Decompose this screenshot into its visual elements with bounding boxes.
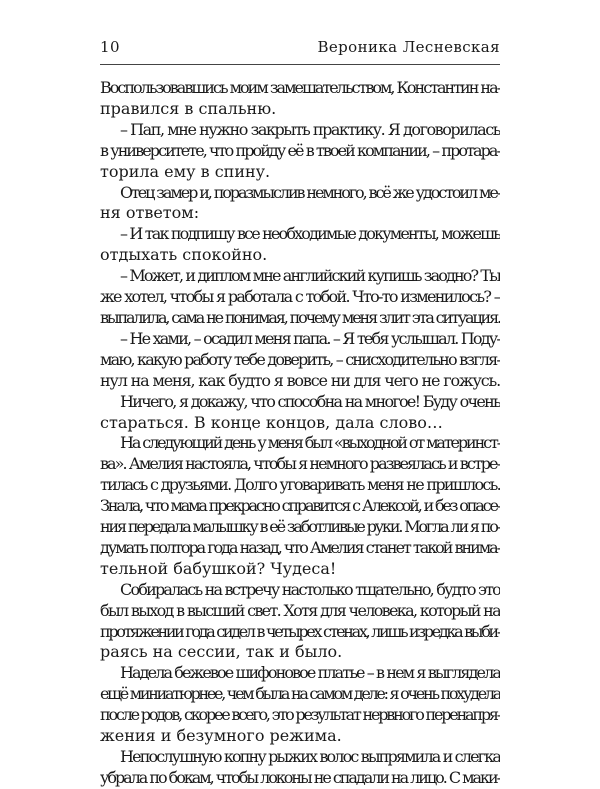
text-line: ния передала малышку в её заботливые руки. Могла ли я по- (100, 517, 500, 537)
body-text (100, 78, 500, 789)
text-line: ва». Амелия настояла, чтобы я немного развеялась и встре- (100, 454, 500, 474)
text-line: тельной бабушкой? Чудеса! (100, 558, 337, 578)
text-line: протяжении года сидел в четырех стенах, лишь изредка выби- (100, 621, 500, 641)
text-line: – Может, и диплом мне английский купишь заодно? Ты (120, 266, 500, 286)
page-header (100, 38, 500, 62)
text-line: – Не хами, – осадил меня папа. – Я тебя услышал. Поду- (120, 328, 500, 348)
text-line: ня ответом: (100, 203, 200, 223)
text-line: Непослушную копну рыжих волос выпрямила и слегка (120, 747, 500, 766)
text-line: Отец замер и, поразмыслив немного, всё же удостоил ме- (120, 182, 500, 202)
text-line: Собиралась на встречу настолько тщательно, будто это (120, 579, 500, 599)
text-line: Ничего, я докажу, что способна на многое! Буду очень (120, 391, 500, 411)
text-line: убрала по бокам, чтобы локоны не спадали на лицо. С маки- (100, 767, 500, 787)
text-line: же хотел, чтобы я работала с тобой. Что-то изменилось? – (100, 287, 500, 307)
text-line: – И так подпишу все необходимые документы, можешь (120, 224, 500, 244)
running-title-author: Вероника Лесневская (317, 38, 500, 56)
text-line: торила ему в спину. (100, 161, 271, 181)
text-line: стараться. В конце концов, дала слово… (100, 412, 443, 432)
text-line: был выход в высший свет. Хотя для человека, который на (100, 600, 500, 620)
text-line: отдыхать спокойно. (100, 245, 268, 265)
text-line: жения и безумного режима. (100, 726, 342, 746)
text-line: тилась с друзьями. Долго уговаривать меня не пришлось. (100, 475, 500, 495)
text-line: ещё миниатюрнее, чем была на самом деле: я очень похудела (100, 684, 500, 704)
text-line: раясь на сессии, так и было. (100, 642, 343, 662)
text-line: Воспользовавшись моим замешательством, Константин на- (100, 78, 500, 97)
text-line: Знала, что мама прекрасно справится с Алексой, и без опасе- (100, 496, 500, 516)
text-line: после родов, скорее всего, это результат нервного перенапря- (100, 705, 500, 725)
text-line: На следующий день у меня был «выходной от материнст- (120, 433, 500, 453)
text-line: думать полтора года назад, что Амелия станет такой внима- (100, 537, 500, 557)
text-line: – Пап, мне нужно закрыть практику. Я договорилась (120, 119, 500, 139)
page-number: 10 (100, 38, 120, 56)
text-line: маю, какую работу тебе доверить, – снисходительно взгля- (100, 349, 500, 369)
header-divider (100, 64, 500, 65)
text-line: выпалила, сама не понимая, почему меня злит эта ситуация. (100, 307, 500, 327)
text-line: в университете, что пройду её в твоей компании, – протара- (100, 140, 500, 160)
text-line: правился в спальню. (100, 98, 277, 118)
text-line: Надела бежевое шифоновое платье – в нем я выглядела (120, 663, 500, 683)
text-line: нул на меня, как будто я вовсе ни для чего не гожусь. (100, 370, 500, 390)
